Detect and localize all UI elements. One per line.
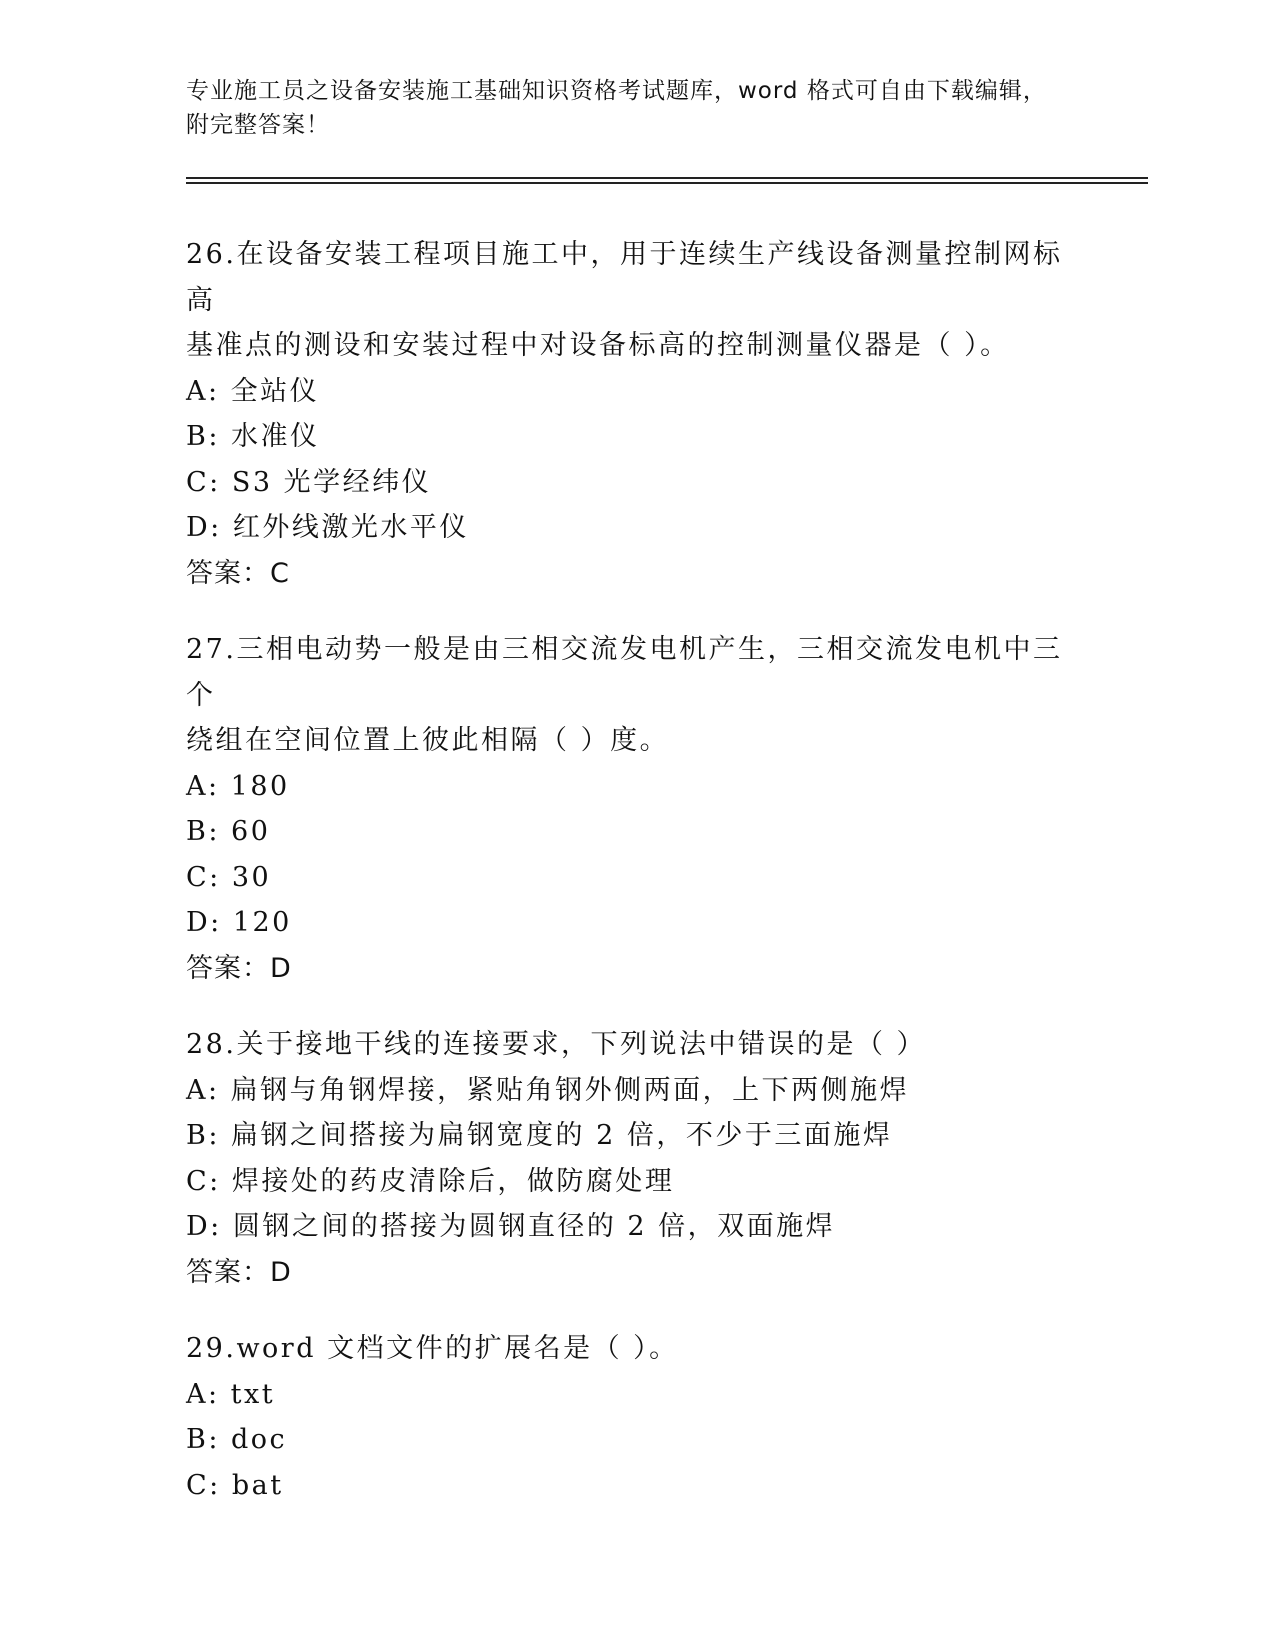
question-text-line: 29.word 文档文件的扩展名是（ ）。 <box>186 1333 679 1364</box>
option-a: A: 全站仪 <box>186 375 320 407</box>
header-divider-bottom <box>186 182 1148 184</box>
header-divider-top <box>186 177 1148 179</box>
question-text <box>186 1326 1086 1372</box>
option-c: C: S3 光学经纬仪 <box>186 466 432 498</box>
option-b: B: 扁钢之间搭接为扁钢宽度的 2 倍，不少于三面施焊 <box>186 1120 893 1151</box>
option-c: C: 焊接处的药皮清除后，做防腐处理 <box>186 1165 675 1197</box>
option-b: B: 水准仪 <box>186 421 320 452</box>
question-28 <box>186 1022 1086 1295</box>
option-d: D: 120 <box>186 907 292 938</box>
option-a: A: 180 <box>186 770 290 802</box>
question-26 <box>186 232 1086 596</box>
question-29 <box>186 1326 1086 1508</box>
header-line-2: 附完整答案！ <box>186 112 330 138</box>
answer: 答案：D <box>186 1256 292 1288</box>
option-b: B: doc <box>186 1424 288 1455</box>
header-line-1: 专业施工员之设备安装施工基础知识资格考试题库，word 格式可自由下载编辑， <box>186 78 1047 104</box>
option-a: A: txt <box>186 1378 276 1410</box>
option-c: C: bat <box>186 1469 284 1501</box>
answer: 答案：C <box>186 557 290 589</box>
answer: 答案：D <box>186 952 292 984</box>
option-c: C: 30 <box>186 861 272 893</box>
question-text-line: 28.关于接地干线的连接要求，下列说法中错误的是（ ） <box>186 1029 927 1060</box>
question-text-line: 基准点的测设和安装过程中对设备标高的控制测量仪器是（ ）。 <box>186 330 1010 361</box>
question-text-line: 绕组在空间位置上彼此相隔（ ）度。 <box>186 725 670 756</box>
question-text <box>186 1022 1086 1068</box>
option-a: A: 扁钢与角钢焊接，紧贴角钢外侧两面，上下两侧施焊 <box>186 1074 910 1106</box>
question-text-line: 26.在设备安装工程项目施工中，用于连续生产线设备测量控制网标高 <box>186 239 1063 316</box>
question-27 <box>186 627 1086 991</box>
question-list <box>186 232 1086 1539</box>
question-text <box>186 627 1086 764</box>
question-text-line: 27.三相电动势一般是由三相交流发电机产生，三相交流发电机中三个 <box>186 634 1063 711</box>
document-header <box>186 74 1066 142</box>
option-d: D: 圆钢之间的搭接为圆钢直径的 2 倍，双面施焊 <box>186 1211 836 1242</box>
option-d: D: 红外线激光水平仪 <box>186 512 469 543</box>
question-text <box>186 232 1086 369</box>
option-b: B: 60 <box>186 816 271 847</box>
